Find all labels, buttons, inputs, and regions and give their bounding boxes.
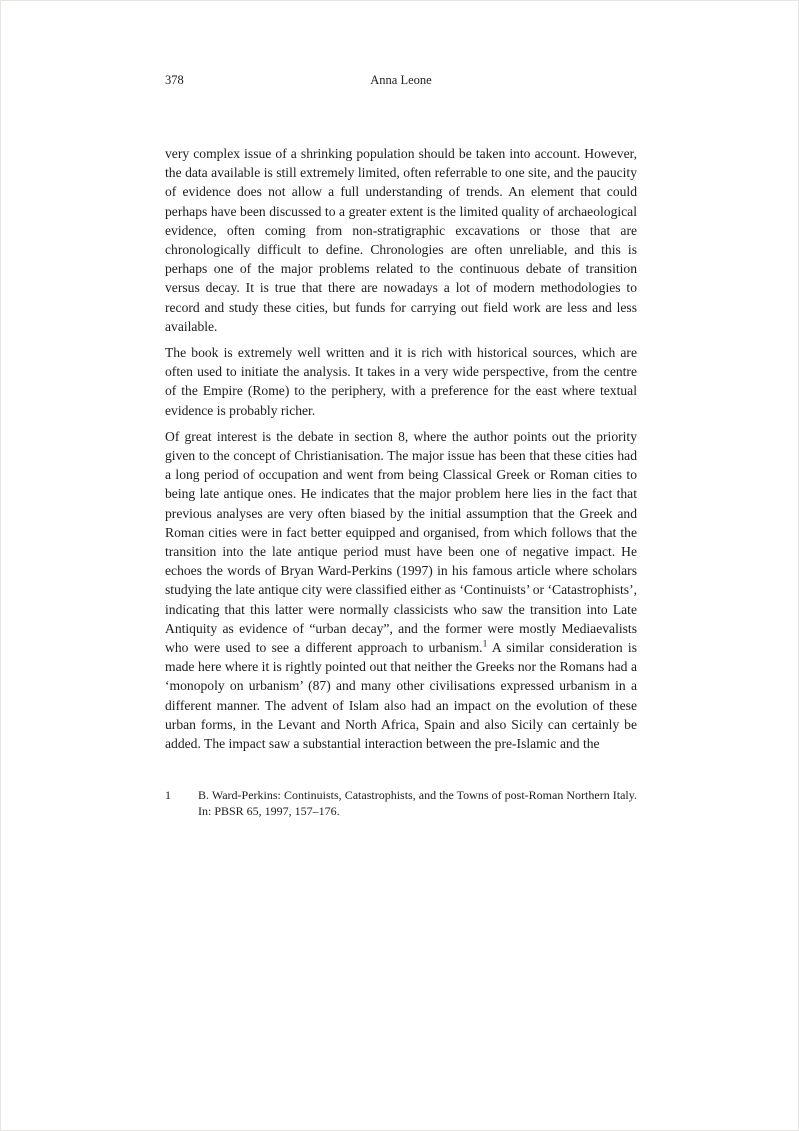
paragraph-2: The book is extremely well written and it is rich with historical sources, which are often used to initiate the analysis. It takes in a very wide perspective, from the centre of the Empire (Rome) to the periphery, with a preference for the east where textual evidence is probably richer.	[165, 345, 637, 418]
footnote-text: B. Ward-Perkins: Continuists, Catastrophists, and the Towns of post-Roman Northern Italy. In: PBSR 65, 1997, 157–176.	[198, 788, 637, 819]
footnote	[165, 787, 637, 819]
running-head	[165, 73, 637, 88]
paragraph-3	[165, 427, 637, 753]
paragraph-3-continued: A similar consideration is made here where it is rightly pointed out that neither the Greeks nor the Romans had a ‘monopoly on urbanism’ (87) and many other civilisations expressed urbanism in a different manner. The advent of Islam also had an impact on the evolution of these urban forms, in the Levant and North Africa, Spain and also Sicily can certainly be added. The impact saw a substantial interaction between the pre-Islamic and the	[165, 640, 638, 752]
text-column	[165, 73, 637, 819]
footnote-number: 1	[165, 788, 171, 803]
body-text	[165, 144, 637, 753]
footnote-marker: 1	[482, 639, 488, 650]
running-head-author: Anna Leone	[370, 73, 432, 87]
paragraph-3-text: Of great interest is the debate in section 8, where the author points out the priority given to the concept of Christianisation. The major issue has been that these cities had a long period of occupation and went from being Classical Greek or Roman cities to being late antique ones. He indicates that the major problem here lies in the fact that previous analyses are very often biased by the initial assumption that the Greek and Roman cities were in fact better equipped and organised, from which follows that the transition into the late antique period must have been one of negative impact. He echoes the words of Bryan Ward-Perkins (1997) in his famous article where scholars studying the late antique city were classified either as ‘Continuists’ or ‘Catastrophists’, indicating that this latter were normally classicists who saw the transition into Late Antiquity as evidence of “urban decay”, and the former were mostly Mediaevalists who were used to see a different approach to urbanism.	[165, 428, 637, 656]
paragraph-1: very complex issue of a shrinking population should be taken into account. However, the data available is still extremely limited, often referrable to one site, and the paucity of evidence does not allow a full understanding of trends. An element that could perhaps have been discussed to a greater extent is the limited quality of archaeological evidence, often coming from non-stratigraphic excavations or those that are chronologically difficult to define. Chronologies are often unreliable, and this is perhaps one of the major problems related to the continuous debate of transition versus decay. It is true that there are nowadays a lot of modern methodologies to record and study these cities, but funds for carrying out field work are less and less available.	[165, 146, 637, 334]
page-number: 378	[165, 73, 184, 87]
